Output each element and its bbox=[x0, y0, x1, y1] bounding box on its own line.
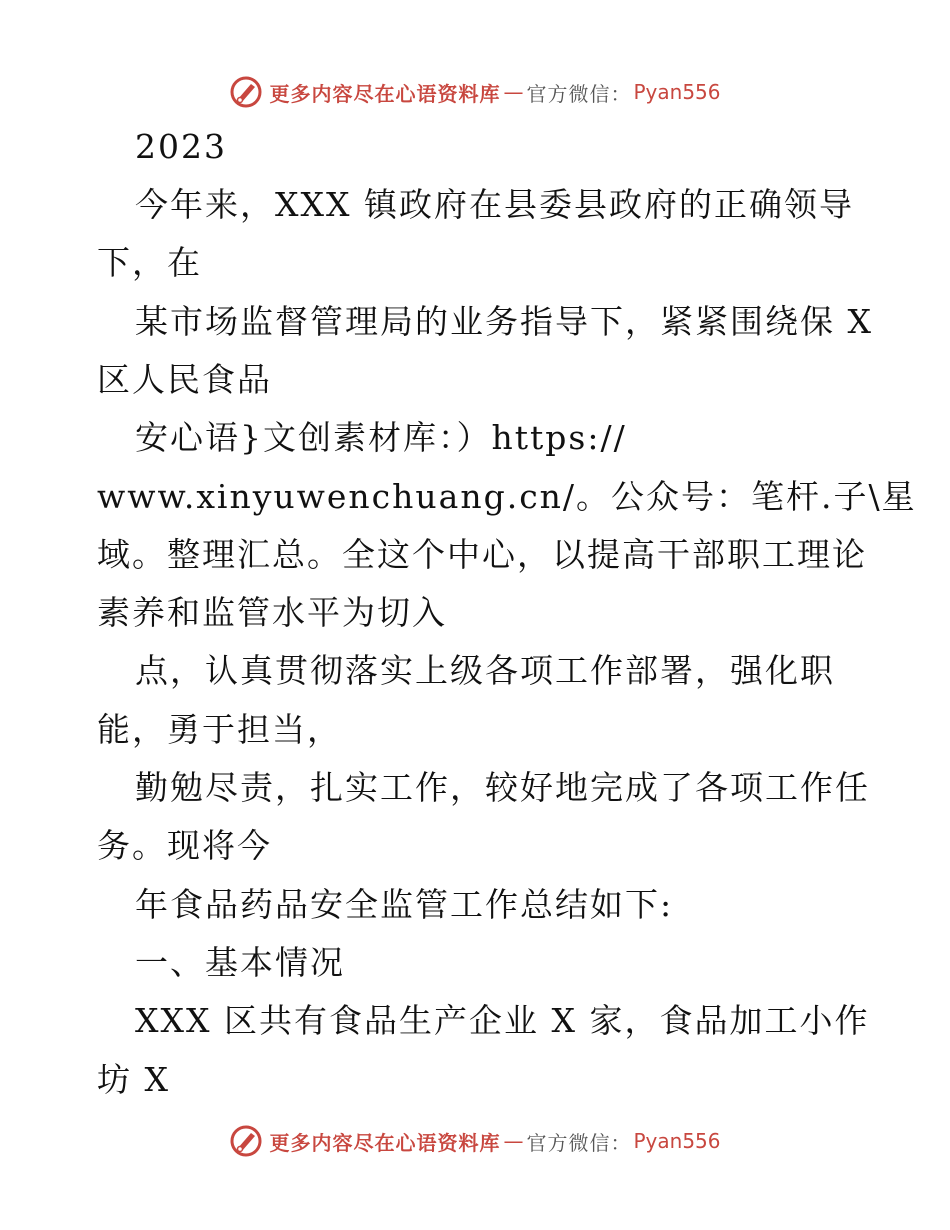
body-line: 安心语}文创素材库：）https:// bbox=[135, 418, 627, 457]
banner-wechat-id: Pyan556 bbox=[633, 80, 721, 104]
body-line: 下，在 bbox=[97, 243, 202, 282]
banner-text: 更多内容尽在心语资料库 bbox=[269, 1130, 501, 1155]
body-line: 2023 bbox=[135, 127, 227, 166]
body-line: 素养和监管水平为切入 bbox=[97, 593, 447, 632]
banner-wechat-label: 官方微信： bbox=[526, 1130, 632, 1155]
body-line: XXX 区共有食品生产企业 X 家，食品加工小作 bbox=[135, 1001, 870, 1040]
body-line: 能，勇于担当， bbox=[97, 710, 342, 749]
body-line: 今年来，XXX 镇政府在县委县政府的正确领导 bbox=[135, 185, 854, 224]
body-line: 勤勉尽责，扎实工作，较好地完成了各项工作任 bbox=[135, 768, 870, 807]
pen-logo-icon bbox=[229, 75, 263, 109]
body-line: 务。现将今 bbox=[97, 826, 272, 865]
body-line: www.xinyuwenchuang.cn/。公众号：笔杆.子\星 bbox=[97, 477, 917, 516]
body-line: 坊 X bbox=[97, 1060, 170, 1099]
banner-separator: — bbox=[503, 80, 524, 104]
footer-watermark-banner bbox=[0, 1121, 950, 1161]
banner-separator: — bbox=[503, 1129, 524, 1153]
body-line: 某市场监督管理局的业务指导下，紧紧围绕保 X bbox=[135, 302, 873, 341]
body-line: 年食品药品安全监管工作总结如下: bbox=[135, 885, 674, 924]
body-line: 一、基本情况 bbox=[135, 943, 345, 982]
body-line: 域。整理汇总。全这个中心，以提高干部职工理论 bbox=[97, 535, 867, 574]
banner-wechat-id: Pyan556 bbox=[633, 1129, 721, 1153]
pen-logo-icon bbox=[229, 1124, 263, 1158]
banner-text: 更多内容尽在心语资料库 bbox=[269, 81, 501, 106]
body-line: 点，认真贯彻落实上级各项工作部署，强化职 bbox=[135, 651, 835, 690]
header-watermark-banner bbox=[0, 72, 950, 112]
body-line: 区人民食品 bbox=[97, 360, 272, 399]
banner-wechat-label: 官方微信： bbox=[526, 81, 632, 106]
